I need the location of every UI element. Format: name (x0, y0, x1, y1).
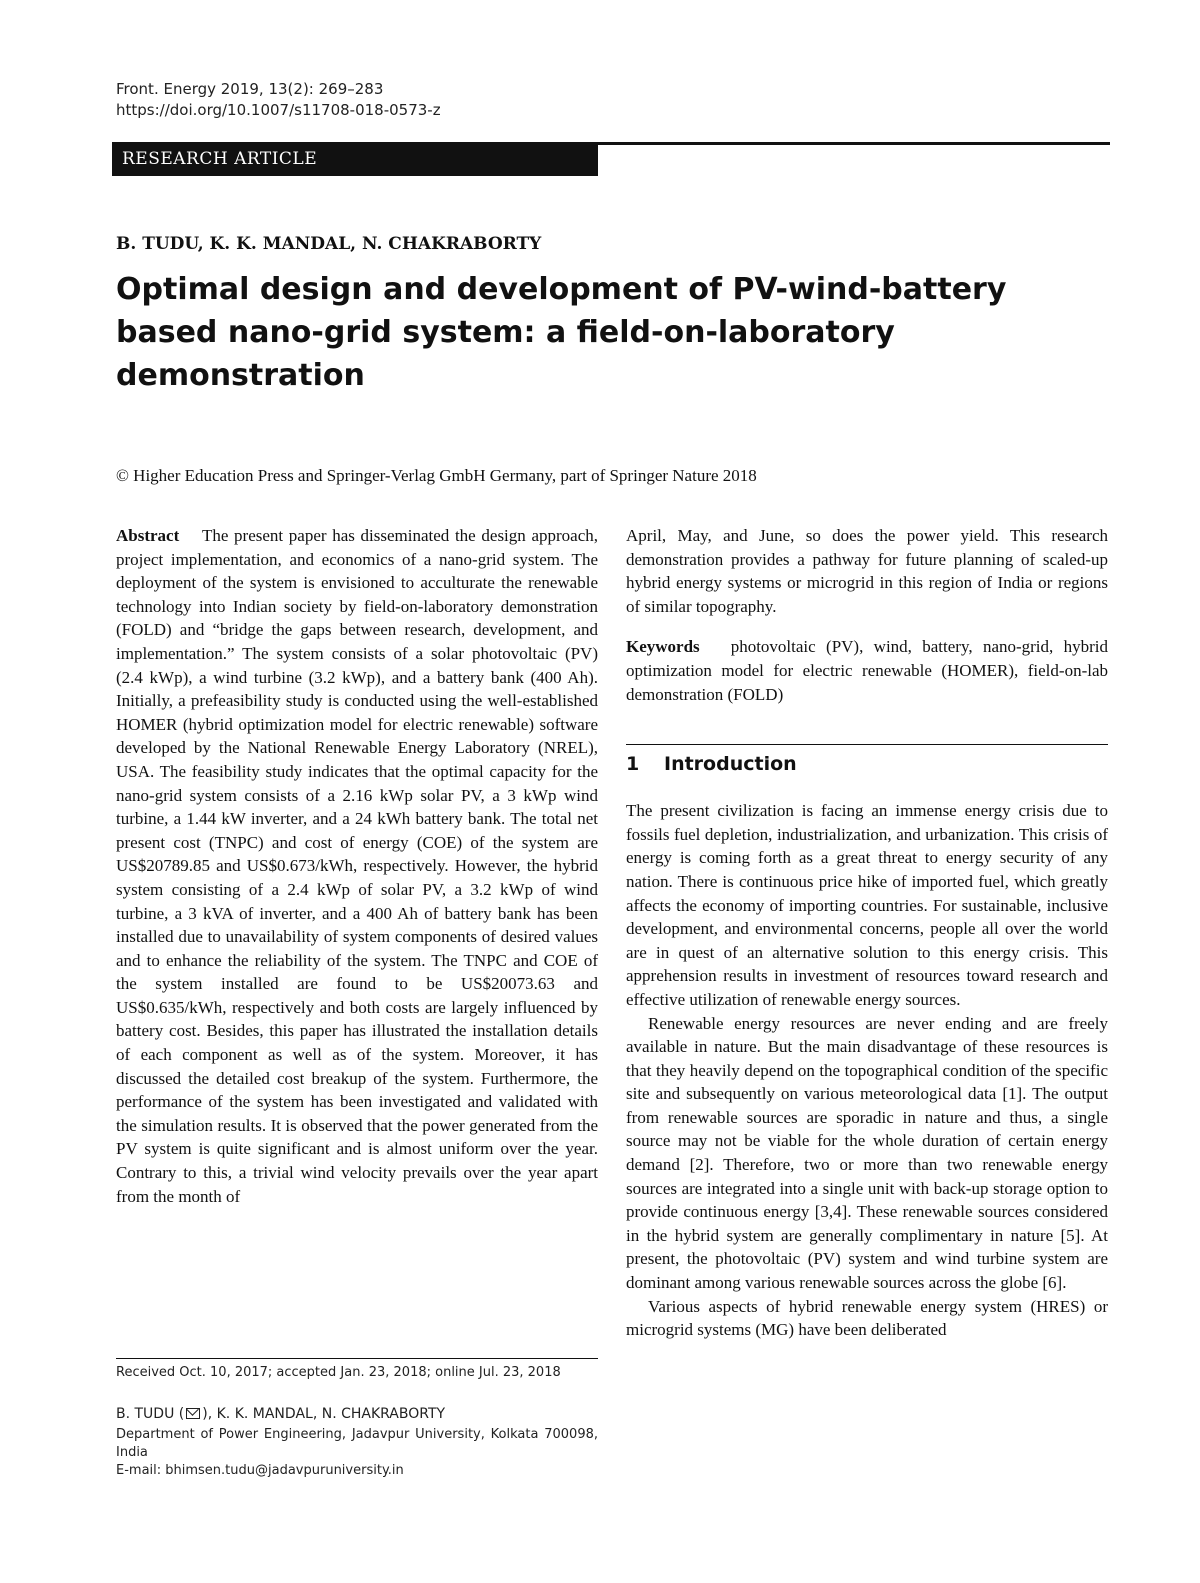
paper-title: Optimal design and development of PV-wind-battery based nano-grid system: a field-on-laboratory demonstration (116, 272, 1007, 393)
department-address: Department of Power Engineering, Jadavpur University, Kolkata 700098, India (116, 1427, 598, 1460)
article-type-banner (112, 142, 1110, 176)
footnote-authors-suffix: ), K. K. MANDAL, N. CHAKRABORTY (202, 1406, 446, 1422)
keywords-label: Keywords (626, 637, 700, 657)
abstract-label: Abstract (116, 526, 180, 545)
article-type-label: RESEARCH ARTICLE (122, 149, 318, 169)
footnote-rule (116, 1358, 598, 1359)
copyright-notice: © Higher Education Press and Springer-Verlag GmbH Germany, part of Springer Nature 2018 (116, 466, 757, 485)
author-affiliation (116, 1405, 598, 1480)
abstract-text-left: The present paper has disseminated the design approach, project implementation, and economics of a nano-grid system. The deployment of the system is envisioned to acculturate the renewable technology into Indian society by field-on-laboratory demonstration (FOLD) and “bridge the gaps between research, development, and implementation.” The system consists of a solar photovoltaic (PV) (2.4 kWp), a wind turbine (3.2 kWp), and a battery bank (400 Ah). Initially, a prefeasibility study is conducted using the well-established HOMER (hybrid optimization model for electric renewable) software developed by the National Renewable Energy Laboratory (NREL), USA. The feasibility study indicates that the optimal capacity for the nano-grid system consists of a 2.16 kWp solar PV, a 3 kWp wind turbine, a 1.44 kW inverter, and a 24 kWh battery bank. The total net present cost (TNPC) and cost of energy (COE) of the system are US$20789.85 and US$0.673/kWh, respectively. However, the hybrid system consisting of a 2.4 kWp of solar PV, a 3.2 kWp of wind turbine, a 3 kVA of inverter, and a 400 Ah of battery bank has been installed due to unavailability of system components of desired values and to enhance the reliability of the system. The TNPC and COE of the system installed are found to be US$20073.63 and US$0.635/kWh, respectively and both costs are largely influenced by battery cost. Besides, this paper has illustrated the installation details of each component as well as of the system. Moreover, it has discussed the detailed cost breakup of the system. Furthermore, the performance of the system has been investigated and validated with the simulation results. It is observed that the power generated from the PV system is quite significant and is almost uniform over the year. Contrary to this, a trivial wind velocity prevails over the year apart from the month of (116, 526, 598, 1206)
received-dates: Received Oct. 10, 2017; accepted Jan. 23, 2018; online Jul. 23, 2018 (116, 1365, 561, 1380)
footnote-authors-prefix: B. TUDU ( (116, 1406, 185, 1422)
section-title: Introduction (664, 753, 797, 776)
intro-paragraph-3: Various aspects of hybrid renewable energy system (HRES) or microgrid systems (MG) have been deliberated (626, 1296, 1108, 1340)
section-divider (626, 744, 1108, 745)
abstract-paragraph (116, 524, 598, 1208)
section-number: 1 (626, 753, 640, 776)
abstract-continued: April, May, and June, so does the power yield. This research demonstration provides a pathway for future planning of scaled-up hybrid energy systems or microgrid in this region of India or regions of similar topography. (626, 526, 1108, 616)
doi-link[interactable]: https://doi.org/10.1007/s11708-018-0573-z (116, 101, 441, 119)
banner-box (112, 142, 598, 176)
keywords-paragraph (626, 635, 1108, 706)
right-column (626, 524, 1108, 1342)
author-list: B. TUDU, K. K. MANDAL, N. CHAKRABORTY (116, 234, 542, 254)
keywords-text: photovoltaic (PV), wind, battery, nano-grid, hybrid optimization model for electric renewable (HOMER), field-on-lab demonstration (FOLD) (626, 637, 1109, 704)
envelope-icon[interactable] (186, 1408, 200, 1419)
email-address[interactable]: E-mail: bhimsen.tudu@jadavpuruniversity.in (116, 1463, 404, 1478)
journal-citation: Front. Energy 2019, 13(2): 269–283 (116, 80, 384, 98)
intro-paragraph-1: The present civilization is facing an immense energy crisis due to fossils fuel depletion, industrialization, and urbanization. This crisis of energy is coming forth as a great threat to energy security of any nation. There is continuous price hike of imported fuel, which greatly affects the economy of importing countries. For sustainable, inclusive development, and environmental concerns, people all over the world are in quest of an alternative solution to this energy crisis. This apprehension results in investment of resources toward research and effective utilization of renewable energy sources. (626, 801, 1108, 1009)
intro-paragraph-2: Renewable energy resources are never ending and are freely available in nature. But the main disadvantage of these resources is that they heavily depend on the topographical condition of the specific site and subsequently on various meteorological data [1]. The output from renewable sources are sporadic in nature and thus, a single source may not be viable for the whole duration of certain energy demand [2]. Therefore, two or more than two renewable energy sources are integrated into a single unit with back-up storage option to provide continuous energy [3,4]. These renewable sources considered in the hybrid system are generally complimentary in nature [5]. At present, the photovoltaic (PV) system and wind turbine system are dominant among various renewable sources across the globe [6]. (626, 1013, 1108, 1293)
left-column (116, 524, 598, 1208)
section-heading-introduction (626, 751, 1108, 777)
footnote-authors (116, 1405, 598, 1423)
